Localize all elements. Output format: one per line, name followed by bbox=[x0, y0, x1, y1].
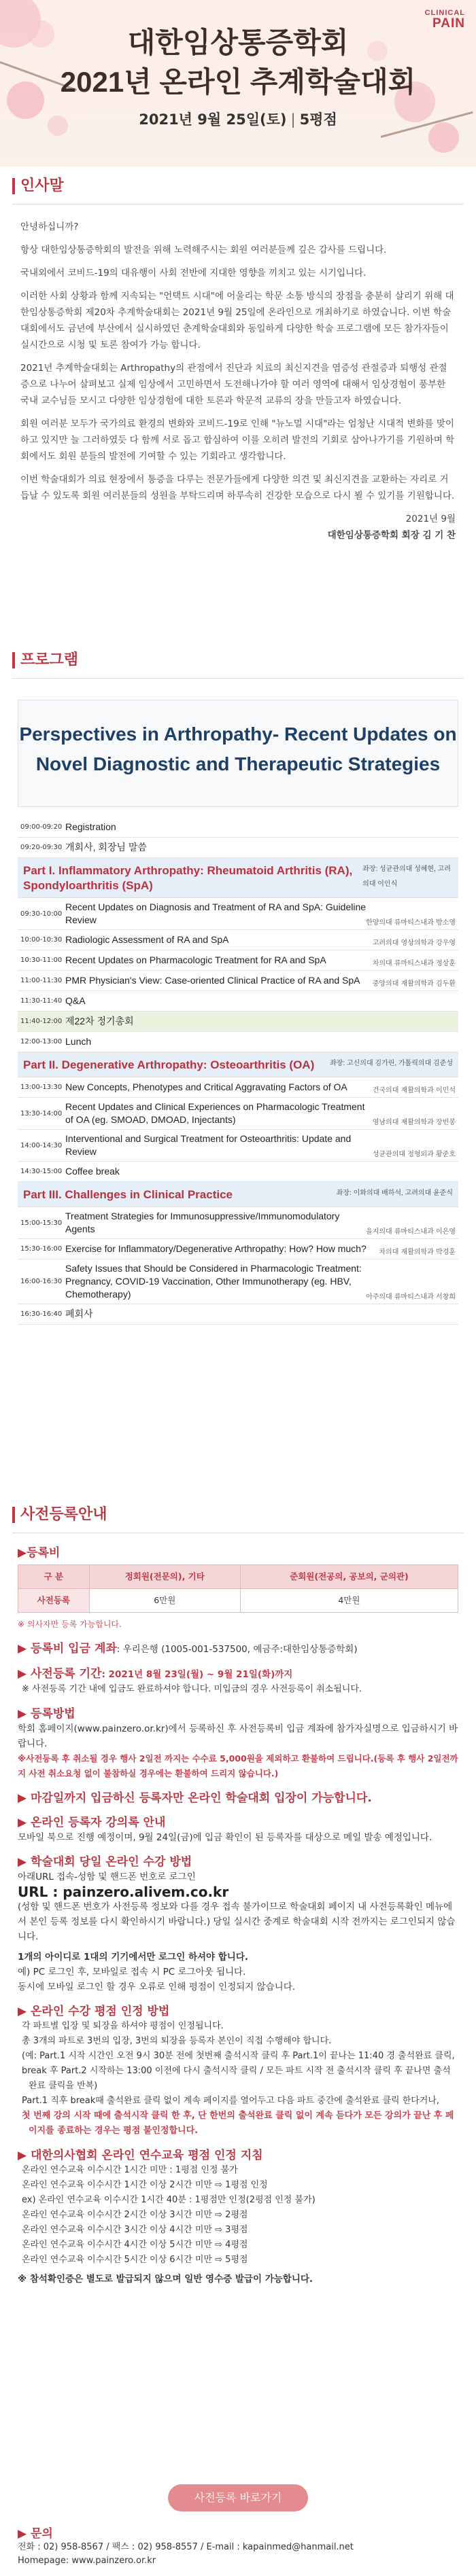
session-speaker: 중앙의대 재활의학과 김두환 bbox=[372, 980, 456, 988]
sign-name: 대한임상통증학회 회장 김 기 찬 bbox=[327, 530, 456, 541]
fee-table bbox=[18, 1564, 458, 1613]
session-title: Coffee break bbox=[65, 1166, 120, 1177]
session-speaker: 건국의대 재활의학과 이민석 bbox=[372, 1087, 456, 1094]
pre-registration-button[interactable]: 사전등록 바로가기 bbox=[168, 2484, 308, 2511]
session-time: 13:30-14:00 bbox=[20, 1109, 63, 1117]
part-chair: 좌장: 이화의대 배하석, 고려의대 윤준식 bbox=[336, 1189, 453, 1197]
howto-block: ▶ 학술대회 당일 온라인 수강 방법 아래URL 접속-성함 및 핸드폰 번호로 로그인 URL : painzero.alivem.co.kr (성함 및 핸드폰 번호가 사전등록 정보와 다를 경우 접속 불가이므로 학술대회 페이지 내 사전등록확인 메뉴에서 본인 등록 정보를 다시 확인하시기 바랍니다.) 당일 실시간 중계로 학술대회 시작 전까지는 로그인되지 않습니다. 1개의 아이디로 1대의 기기에서만 로그인 하셔야 합니다. 예) PC 로그인 후, 모바일로 접속 시 PC 로그아웃 됩니다. 동시에 모바일 로그인 할 경우 오류로 인해 평점이 인정되지 않습니다. bbox=[18, 1855, 458, 1994]
banner-line: Novel Diagnostic and Therapeutic Strategies bbox=[35, 753, 441, 774]
part-title: Part II. Degenerative Arthropathy: Osteoarthritis (OA) bbox=[23, 1058, 315, 1071]
session-title: Recent Updates on Diagnosis and Treatment of RA and SpA: Guideline Review bbox=[65, 901, 367, 925]
part-title: Part I. Inflammatory Arthropathy: Rheumatoid Arthritis (RA), Spondyloarthritis (SpA) bbox=[23, 864, 353, 892]
program-row bbox=[18, 1130, 458, 1162]
program-row bbox=[18, 1259, 458, 1304]
homepage-link[interactable]: Homepage: www.painzero.or.kr bbox=[18, 2556, 156, 2566]
program-row bbox=[18, 898, 458, 930]
access-url[interactable]: URL : painzero.alivem.co.kr bbox=[18, 1884, 229, 1900]
session-title: Treatment Strategies for Immunosuppressive/Immunomodulatory Agents bbox=[65, 1211, 340, 1234]
notice-text: 모바일 북으로 진행 예정이며, 9월 24일(금)에 입금 확인이 된 등록자를 대상으로 메일 발송 예정입니다. bbox=[18, 1832, 432, 1843]
howto-text: (성함 및 핸드폰 번호가 사전등록 정보와 다를 경우 접속 불가이므로 학술대회 페이지 내 사전등록확인 메뉴에서 본인 등록 정보를 다시 확인하시기 바랍니다.) 당일 실시간 중계로 학술대회 시작 전까지는 로그인되지 않습니다. bbox=[18, 1901, 456, 1942]
session-speaker: 고려의대 영상의학과 강우영 bbox=[372, 940, 456, 947]
credit-item: break 후 Part.2 시작하는 13:00 이전에 다시 출석시작 클릭 / 모든 파트 시작 전 출석시작 클릭 후 끝나면 출석완료 클릭을 반복) bbox=[22, 2066, 451, 2091]
greeting-paragraph: 회원 여러분 모두가 국가의료 환경의 변화와 코비드-19로 인해 "뉴노멀 시대"라는 엄청난 시대적 변화를 맞이하고 있지만 늘 그러하였듯 다 함께 서로 돕고 합심하여 이를 오히려 발전의 기회로 삼아나가기를 기원하며 학회에서도 회원 분들의 발전에 기여할 수 있는 기회라고 생각합니다. bbox=[20, 418, 455, 462]
period-block: ▶ 사전등록 기간: 2021년 8월 23일(월) ~ 9월 21일(화)까지 ※ 사전등록 기간 내에 입금도 완료하셔야 합니다. 미입금의 경우 사전등록이 취소됩니다. bbox=[18, 1666, 458, 1697]
session-time: 16:00-16:30 bbox=[20, 1278, 63, 1285]
rule-item: 온라인 연수교육 이수시간 5시간 이상 6시간 미만 ⇨ 5평점 bbox=[22, 2255, 248, 2265]
session-title: PMR Physician's View: Case-oriented Clinical Practice of RA and SpA bbox=[65, 975, 360, 986]
program-part-header bbox=[18, 1182, 458, 1207]
session-speaker: 차의대 류마티스내과 정상훈 bbox=[372, 960, 456, 967]
session-time: 10:30-11:00 bbox=[20, 956, 63, 964]
part-chair: 좌장: 고신의대 김가린, 가톨릭의대 김준성 bbox=[330, 1060, 453, 1067]
program-row bbox=[18, 930, 458, 950]
fee-title: ▶등록비 bbox=[18, 1546, 61, 1560]
session-time: 14:00-14:30 bbox=[20, 1141, 63, 1149]
fee-cell: 4만원 bbox=[240, 1589, 458, 1613]
session-title: Recent Updates and Clinical Experiences on Pharmacologic Treatment of OA (eg. SMOAD, DMOAD, Injectants) bbox=[65, 1101, 365, 1125]
session-time: 13:00-13:30 bbox=[20, 1084, 63, 1091]
program-row bbox=[18, 1077, 458, 1098]
program-row bbox=[18, 1207, 458, 1239]
session-title: 개회사, 회장님 말씀 bbox=[65, 842, 147, 853]
session-title: Q&A bbox=[65, 995, 86, 1006]
session-time: 09:30-10:00 bbox=[20, 910, 63, 918]
method-block: ▶ 등록방법 학회 홈페이지(www.painzero.or.kr)에서 등록하신 후 사전등록비 입금 계좌에 참가자실명으로 입금하시기 바랍니다. ※사전등록 후 취소될 경우 행사 2일전 까지는 수수료 5,000원을 제외하고 환불하여 드립니다.(등록 후 행사 2일전까지 사전 취소요청 없이 불참하실 경우에는 환불하여 드리지 않습니다.) bbox=[18, 1706, 458, 1781]
session-speaker bbox=[456, 855, 458, 857]
rule-item: 온라인 연수교육 이수시간 1시간 미만 : 1평점 인정 불가 bbox=[22, 2165, 238, 2175]
part-title: Part III. Challenges in Clinical Practice bbox=[23, 1188, 233, 1201]
session-time: 15:00-15:30 bbox=[20, 1219, 63, 1227]
session-title: Exercise for Inflammatory/Degenerative Arthropathy: How? How much? bbox=[65, 1243, 367, 1254]
credit-item: (예: Part.1 시작 시간인 오전 9시 30분 전에 첫번째 출석시작 클릭 후 Part.1이 끝나는 11:40 경 출석완료 클릭, bbox=[22, 2051, 455, 2061]
program-row bbox=[18, 1304, 458, 1325]
greeting-paragraph: 국내외에서 코비드-19의 대유행이 사회 전반에 지대한 영향을 끼치고 있는 시기입니다. bbox=[20, 268, 367, 279]
greeting-paragraph: 항상 대한임상통증학회의 발전을 위해 노력해주시는 회원 여러분들께 깊은 감사를 드립니다. bbox=[20, 245, 387, 255]
session-speaker bbox=[456, 1179, 458, 1181]
registration-info bbox=[18, 1545, 458, 2287]
sign-date: 2021년 9월 bbox=[405, 514, 456, 524]
session-title: Interventional and Surgical Treatment for Osteoarthritis: Update and Review bbox=[65, 1133, 352, 1157]
rule-item: 온라인 연수교육 이수시간 3시간 이상 4시간 미만 ⇨ 3평점 bbox=[22, 2225, 248, 2235]
greeting-paragraph: 안녕하십니까? bbox=[20, 221, 79, 232]
session-title: 제22차 정기총회 bbox=[65, 1016, 134, 1026]
rule-item: 온라인 연수교육 이수시간 1시간 이상 2시간 미만 ⇨ 1평점 인정 bbox=[22, 2180, 268, 2190]
session-speaker bbox=[456, 1321, 458, 1324]
banner-line: Perspectives in Arthropathy- Recent Updates on bbox=[19, 723, 457, 745]
howto-sub: 아래URL 접속-성함 및 핸드폰 번호로 로그인 bbox=[18, 1872, 196, 1882]
fee-note: ※ 의사자만 등록 가능합니다. bbox=[18, 1620, 122, 1629]
session-speaker bbox=[456, 1049, 458, 1052]
session-title: Registration bbox=[65, 821, 116, 832]
event-date: 2021년 9월 25일(토) | 5평점 bbox=[139, 111, 337, 128]
fee-cell: 6만원 bbox=[89, 1589, 240, 1613]
session-time: 16:30-16:40 bbox=[20, 1310, 63, 1318]
howto-warning: 1개의 아이디로 1대의 기기에서만 로그인 하셔야 합니다. bbox=[18, 1952, 249, 1963]
session-time: 12:00-13:00 bbox=[20, 1038, 63, 1045]
program-row bbox=[18, 1032, 458, 1052]
session-speaker: 아주의대 류마티스내과 서창희 bbox=[366, 1293, 456, 1301]
session-time: 11:40-12:00 bbox=[20, 1018, 63, 1025]
credit-item: Part.1 직후 break때 출석완료 클릭 없이 계속 페이지를 열어두고 다음 파트 중간에 출석완료 클릭 한다거나, bbox=[22, 2096, 440, 2106]
method-note: ※사전등록 후 취소될 경우 행사 2일전 까지는 수수료 5,000원을 제외하고 환불하여 드립니다.(등록 후 행사 2일전까지 사전 취소요청 없이 불참하실 경우에는 환불하여 드리지 않습니다.) bbox=[18, 1753, 458, 1778]
session-title: Recent Updates on Pharmacologic Treatment for RA and SpA bbox=[65, 954, 326, 965]
fee-header: 준회원(전공의, 공보의, 군의관) bbox=[240, 1565, 458, 1589]
contact-info: ▶ 문의 전화 : 02) 958-8567 / 팩스 : 02) 958-8557 / E-mail : kapainmed@hanmail.net Homepage: www.painzero.or.kr bbox=[18, 2527, 458, 2568]
session-title: New Concepts, Phenotypes and Critical Aggravating Factors of OA bbox=[65, 1081, 347, 1092]
session-time: 15:30-16:00 bbox=[20, 1245, 63, 1253]
rule-note: ※ 참석확인증은 별도로 발급되지 않으며 일반 영수증 발급이 가능합니다. bbox=[18, 2274, 313, 2285]
program-row bbox=[18, 1162, 458, 1182]
session-title: 폐회사 bbox=[65, 1308, 93, 1319]
program-row bbox=[18, 950, 458, 971]
divider bbox=[12, 678, 464, 679]
program-table bbox=[18, 817, 458, 1325]
howto-warning: 예) PC 로그인 후, 모바일로 접속 시 PC 로그아웃 됩니다. bbox=[18, 1967, 246, 1978]
howto-warning: 동시에 모바일 로그인 할 경우 오류로 인해 평점이 인정되지 않습니다. bbox=[18, 1982, 296, 1992]
program-part-header bbox=[18, 858, 458, 898]
credit-item: 첫 번째 강의 시작 때에 출석시작 클릭 한 후, 단 한번의 출석완료 클릭 없이 계속 듣다가 모든 강의가 끝난 후 페이지를 종료하는 경우는 평점 불인정합니다. bbox=[22, 2111, 454, 2136]
program-row bbox=[18, 991, 458, 1012]
greeting-heading: 인사말 bbox=[12, 178, 64, 194]
greeting-body bbox=[20, 219, 456, 543]
session-time: 09:00-09:20 bbox=[20, 823, 63, 831]
greeting-paragraph: 이러한 사회 상황과 함께 지속되는 "언택트 시대"에 어울리는 학문 소통 방식의 장점을 충분히 살리기 위해 대한임상통증학회 제20차 추계학술대회는 2021년 9월 25일에 온라인으로 개최하기로 하였습니다. 이번 학술대회에서도 금년에 부산에서 실시하였던 춘계학술대회와 동일하게 다양한 학술 프로그램에 모든 참가자들이 실시간으로 시청 및 토론 참여가 가능 합니다. bbox=[20, 291, 454, 351]
program-banner bbox=[18, 700, 458, 807]
rule-block: ▶ 대한의사협회 온라인 연수교육 평점 인정 지침 온라인 연수교육 이수시간 1시간 미만 : 1평점 인정 불가 온라인 연수교육 이수시간 1시간 이상 2시간 미만 ⇨ 1평점 인정 ex) 온라인 연수교육 이수시간 1시간 40분 : 1평점만 인정(2평점 인정 불가) 온라인 연수교육 이수시간 2시간 이상 3시간 미만 ⇨ 2평점 온라인 연수교육 이수시간 3시간 이상 4시간 미만 ⇨ 3평점 온라인 연수교육 이수시간 4시간 이상 5시간 미만 ⇨ 4평점 온라인 연수교육 이수시간 5시간 이상 6시간 미만 ⇨ 5평점 ※ 참석확인증은 별도로 발급되지 않으며 일반 영수증 발급이 가능합니다. bbox=[18, 2148, 458, 2287]
event-subtitle: 2021년 온라인 추계학술대회 bbox=[60, 66, 416, 98]
fee-cell: 사전등록 bbox=[18, 1589, 90, 1613]
contact-line: 전화 : 02) 958-8567 / 팩스 : 02) 958-8557 / E-mail : kapainmed@hanmail.net bbox=[18, 2542, 354, 2552]
event-header bbox=[0, 0, 476, 166]
event-title: 대한임상통증학회 bbox=[127, 26, 349, 58]
rule-item: 온라인 연수교육 이수시간 2시간 이상 3시간 미만 ⇨ 2평점 bbox=[22, 2210, 248, 2220]
fee-header: 구 분 bbox=[18, 1565, 90, 1589]
session-speaker: 한양의대 류마티스내과 방소영 bbox=[366, 919, 456, 927]
fee-header: 정회원(전문의), 기타 bbox=[89, 1565, 240, 1589]
credit-item: 총 3개의 파트로 3번의 입장, 3번의 퇴장을 등록자 본인이 직접 수행해야 합니다. bbox=[22, 2036, 332, 2046]
session-speaker: 영남의대 재활의학과 장빈봉 bbox=[372, 1119, 456, 1126]
program-row bbox=[18, 817, 458, 838]
session-time: 14:30-15:00 bbox=[20, 1168, 63, 1175]
program-part-header bbox=[18, 1052, 458, 1077]
session-speaker: 을지의대 류마티스내과 이은영 bbox=[366, 1228, 456, 1236]
notice-block: ▶ 온라인 등록자 강의록 안내 모바일 북으로 진행 예정이며, 9월 24일(금)에 입금 확인이 된 등록자를 대상으로 메일 발송 예정입니다. bbox=[18, 1815, 458, 1845]
clinical-pain-logo: CLINICAL PAIN bbox=[424, 9, 465, 31]
rule-item: 온라인 연수교육 이수시간 4시간 이상 5시간 미만 ⇨ 4평점 bbox=[22, 2240, 248, 2250]
session-speaker: 차의대 재활의학과 박경훈 bbox=[379, 1249, 456, 1256]
session-title: Safety Issues that Should be Considered in Pharmacologic Treatment: Pregnancy, COVID-19 Vaccination, Other Immunotherapy (eg. HBV, Chemotherapy) bbox=[65, 1263, 362, 1300]
session-time: 09:20-09:30 bbox=[20, 844, 63, 851]
greeting-paragraph: 이번 학술대회가 의료 현장에서 통증을 다루는 전문가들에게 다양한 의견 및 최신지견을 교환하는 자리로 거듭날 수 있도록 회원 여러분들의 성원을 부탁드리며 하루속히 건강한 모습으로 다시 뵐 수 있기를 기원합니다. bbox=[20, 474, 455, 501]
program-row bbox=[18, 971, 458, 991]
credit-item: 각 파트별 입장 및 퇴장을 하셔야 평점이 인정됩니다. bbox=[22, 2021, 224, 2031]
registration-heading: 사전등록안내 bbox=[12, 1507, 107, 1523]
session-speaker bbox=[456, 1008, 458, 1011]
deadline-block: ▶ 마감일까지 입금하신 등록자만 온라인 학술대회 입장이 가능합니다. bbox=[18, 1791, 372, 1805]
session-speaker bbox=[456, 1028, 458, 1031]
account-block: ▶ 등록비 입금 계좌: 우리은행 (1005-001-537500, 예금주:대한임상통증학회) bbox=[18, 1642, 358, 1656]
session-time: 11:30-11:40 bbox=[20, 997, 63, 1005]
period-note: ※ 사전등록 기간 내에 입금도 완료하셔야 합니다. 미입금의 경우 사전등록이 취소됩니다. bbox=[22, 1684, 362, 1694]
program-row bbox=[18, 838, 458, 858]
program-heading: 프로그램 bbox=[12, 652, 78, 668]
method-text: 학회 홈페이지(www.painzero.or.kr)에서 등록하신 후 사전등록비 입금 계좌에 참가자실명으로 입금하시기 바랍니다. bbox=[18, 1723, 458, 1749]
program-row bbox=[18, 1012, 458, 1032]
session-time: 10:00-10:30 bbox=[20, 936, 63, 944]
session-speaker bbox=[456, 834, 458, 837]
session-time: 11:00-11:30 bbox=[20, 977, 63, 984]
session-title: Lunch bbox=[65, 1036, 92, 1047]
session-title: Radiologic Assessment of RA and SpA bbox=[65, 934, 229, 945]
program-row bbox=[18, 1239, 458, 1259]
session-speaker: 성균관의대 정형외과 황준호 bbox=[372, 1151, 456, 1158]
part-chair: 좌장: 성균관의대 성혜현, 고려의대 이인식 bbox=[362, 865, 451, 888]
program-row bbox=[18, 1098, 458, 1130]
credit-block: ▶ 온라인 수강 평점 인정 방법 각 파트별 입장 및 퇴장을 하셔야 평점이 인정됩니다. 총 3개의 파트로 3번의 입장, 3번의 퇴장을 등록자 본인이 직접 수행해야 합니다. (예: Part.1 시작 시간인 오전 9시 30분 전에 첫번째 출석시작 클릭 후 Part.1이 끝나는 11:40 경 출석완료 클릭, break 후 Part.2 시작하는 13:00 이전에 다시 출석시작 클릭 / 모든 파트 시작 전 출석시작 클릭 후 끝나면 출석완료 클릭을 반복) Part.1 직후 break때 출석완료 클릭 없이 계속 페이지를 열어두고 다음 파트 중간에 출석완료 클릭 한다거나, 첫 번째 강의 시작 때에 출석시작 클릭 한 후, 단 한번의 출석완료 클릭 없이 계속 듣다가 모든 강의가 끝난 후 페이지를 종료하는 경우는 평점 불인정합니다. bbox=[18, 2004, 458, 2139]
rule-item: ex) 온라인 연수교육 이수시간 1시간 40분 : 1평점만 인정(2평점 인정 불가) bbox=[22, 2195, 316, 2205]
greeting-paragraph: 2021년 추계학술대회는 Arthropathy의 관점에서 진단과 치료의 최신지견을 염증성 관절증과 퇴행성 관절증으로 나누어 살펴보고 실제 임상에서 고민하면서 도전해나가야 할 여러 영역에 대해서 임상경험이 풍부한 국내 교수님들 모시고 다양한 임상경험에 대한 토론과 학문적 교류의 장을 만들고자 하였습니다. bbox=[20, 363, 447, 406]
